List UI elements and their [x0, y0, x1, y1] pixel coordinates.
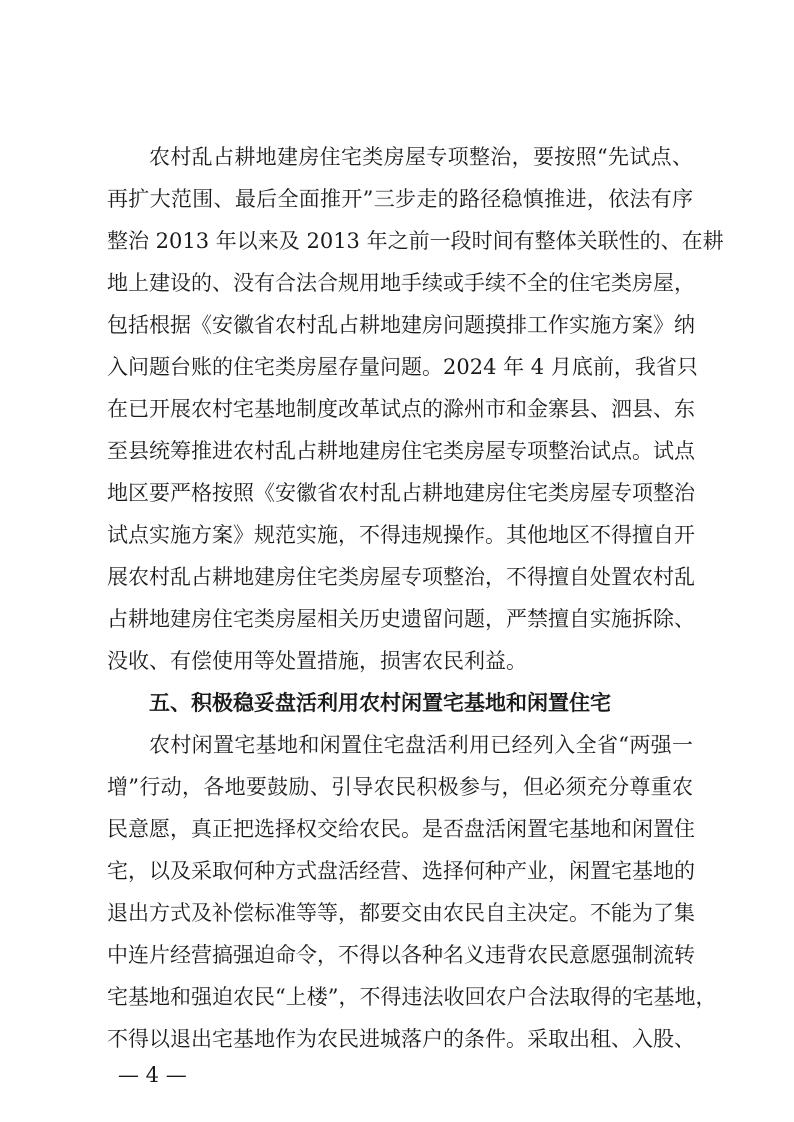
paragraph-2-line-2: 增”行动，各地要鼓励、引导农民积极参与，但必须充分尊重农 — [107, 775, 693, 799]
paragraph-1-line-4: 地上建设的、没有合法合规用地手续或手续不全的住宅类房屋， — [107, 271, 695, 295]
paragraph-2-line-5: 退出方式及补偿标准等等，都要交由农民自主决定。不能为了集 — [107, 901, 695, 925]
paragraph-1-line-9: 地区要严格按照《安徽省农村乱占耕地建房住宅类房屋专项整治 — [107, 481, 695, 505]
paragraph-2-line-3: 民意愿，真正把选择权交给农民。是否盘活闲置宅基地和闲置住 — [107, 817, 695, 841]
paragraph-1-line-7: 在已开展农村宅基地制度改革试点的滁州市和金寨县、泗县、东 — [107, 397, 695, 421]
paragraph-2-line-6: 中连片经营搞强迫命令，不得以各种名义违背农民意愿强制流转 — [107, 943, 695, 967]
paragraph-2-line-1: 农村闲置宅基地和闲置住宅盘活利用已经列入全省“两强一 — [149, 733, 693, 757]
paragraph-1-line-13: 没收、有偿使用等处置措施，损害农民利益。 — [107, 649, 527, 673]
paragraph-2-line-4: 宅，以及采取何种方式盘活经营、选择何种产业，闲置宅基地的 — [107, 859, 695, 883]
paragraph-1-line-12: 占耕地建房住宅类房屋相关历史遗留问题，严禁擅自实施拆除、 — [107, 607, 695, 631]
paragraph-2-line-7: 宅基地和强迫农民“上楼”，不得违法收回农户合法取得的宅基地， — [107, 985, 717, 1009]
paragraph-1-line-5: 包括根据《安徽省农村乱占耕地建房问题摸排工作实施方案》纳 — [107, 313, 695, 337]
section-heading: 五、积极稳妥盘活利用农村闲置宅基地和闲置住宅 — [149, 691, 611, 715]
paragraph-1-line-1: 农村乱占耕地建房住宅类房屋专项整治，要按照“先试点、 — [149, 145, 693, 169]
paragraph-1-line-10: 试点实施方案》规范实施，不得违规操作。其他地区不得擅自开 — [107, 523, 695, 547]
paragraph-1-line-3: 整治 2013 年以来及 2013 年之前一段时间有整体关联性的、在耕 — [107, 229, 724, 253]
page-number: — 4 — — [118, 1063, 187, 1087]
paragraph-1-line-6: 入问题台账的住宅类房屋存量问题。2024 年 4 月底前，我省只 — [107, 355, 698, 379]
paragraph-1-line-2: 再扩大范围、最后全面推开”三步走的路径稳慎推进，依法有序 — [107, 187, 693, 211]
paragraph-1-line-11: 展农村乱占耕地建房住宅类房屋专项整治，不得擅自处置农村乱 — [107, 565, 695, 589]
paragraph-2-line-8: 不得以退出宅基地作为农民进城落户的条件。采取出租、入股、 — [107, 1027, 695, 1051]
paragraph-1-line-8: 至县统筹推进农村乱占耕地建房住宅类房屋专项整治试点。试点 — [107, 439, 695, 463]
